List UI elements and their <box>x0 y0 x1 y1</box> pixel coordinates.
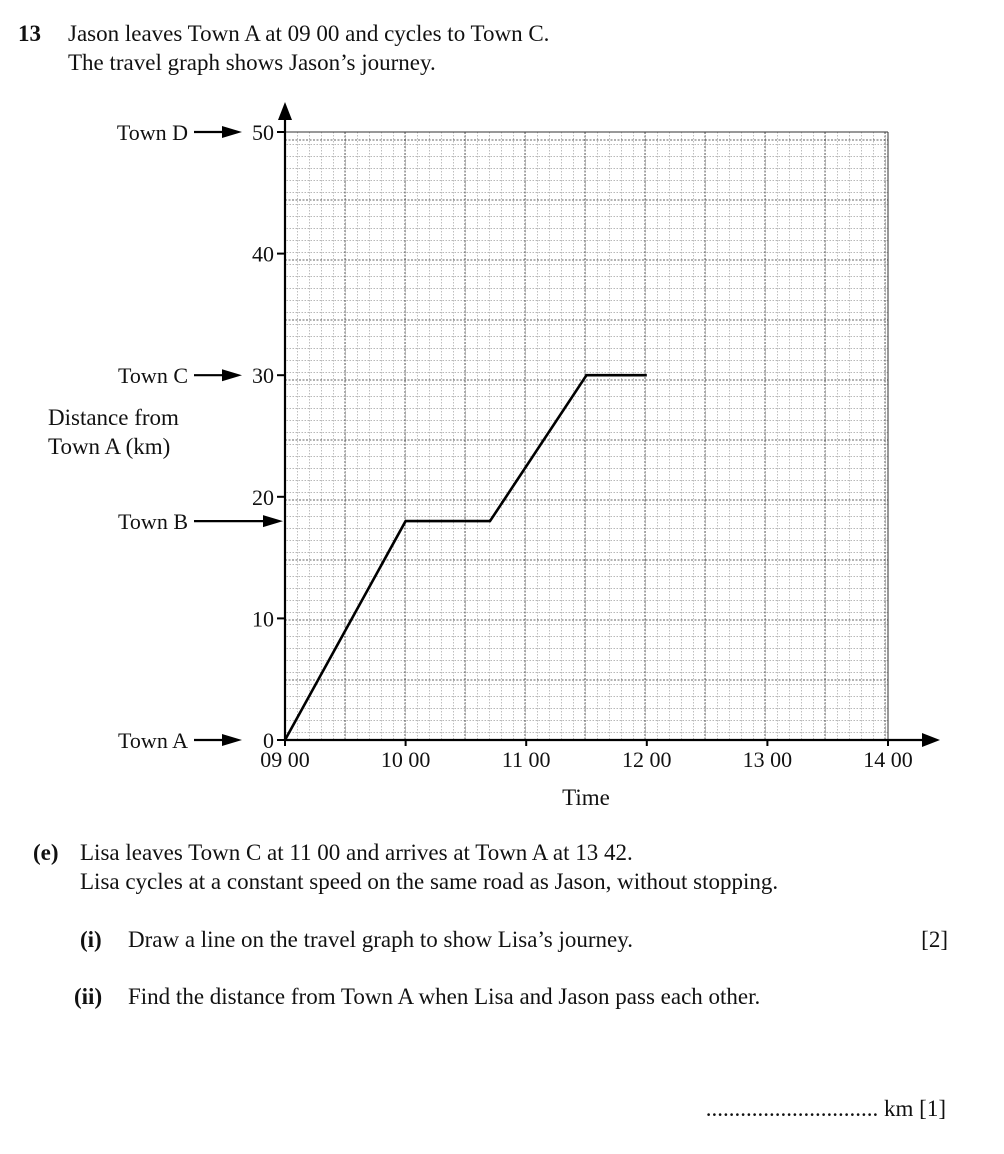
part-i-label: (i) <box>80 927 102 952</box>
y-axis-label: Town A (km) <box>48 434 171 459</box>
x-axis-arrow <box>922 733 940 747</box>
part-ii-text: Find the distance from Town A when Lisa and Jason pass each other. <box>128 984 761 1009</box>
part-e-line-2: Lisa cycles at a constant speed on the same road as Jason, without stopping. <box>80 869 779 894</box>
town-arrow-head <box>222 369 242 381</box>
answer-unit-marks: km [1] <box>884 1096 946 1121</box>
part-e-label: (e) <box>33 840 59 865</box>
y-tick-label: 40 <box>252 241 274 267</box>
x-axis-label: Time <box>562 785 610 810</box>
answer-dots[interactable]: .............................. <box>705 1096 879 1121</box>
y-tick-label: 10 <box>252 606 274 632</box>
y-tick-label: 0 <box>263 728 274 753</box>
y-tick-label: 30 <box>252 363 274 389</box>
part-i-text: Draw a line on the travel graph to show Lisa’s journey. <box>128 927 634 952</box>
town-arrow-head <box>222 126 242 138</box>
x-tick-label: 09 00 <box>260 747 310 772</box>
town-label: Town B <box>118 509 188 535</box>
town-arrow-head <box>222 734 242 746</box>
x-tick-label: 13 00 <box>742 747 793 772</box>
question-number: 13 <box>18 21 41 46</box>
town-label: Town D <box>116 120 188 145</box>
x-tick-label: 10 00 <box>380 747 431 772</box>
question-line-1: Jason leaves Town A at 09 00 and cycles to Town C. <box>68 21 550 46</box>
x-tick-label: 12 00 <box>622 747 672 772</box>
part-ii-label: (ii) <box>74 984 103 1009</box>
x-tick-label: 11 00 <box>501 747 551 772</box>
y-axis-arrow <box>278 102 292 120</box>
part-e-line-1: Lisa leaves Town C at 11 00 and arrives at Town A at 13 42. <box>80 840 633 865</box>
part-i-marks: [2] <box>921 927 948 952</box>
town-arrow-head <box>263 515 283 527</box>
town-label: Town A <box>118 728 188 753</box>
y-axis-label: Distance from <box>48 405 179 430</box>
town-label: Town C <box>118 363 188 389</box>
grid <box>285 132 888 740</box>
y-tick-label: 20 <box>252 484 274 510</box>
y-tick-label: 50 <box>252 120 274 145</box>
minor-grid <box>285 132 888 740</box>
x-tick-label: 14 00 <box>863 747 913 772</box>
answer-line[interactable] <box>706 1094 946 1123</box>
question-line-2: The travel graph shows Jason’s journey. <box>68 50 436 75</box>
